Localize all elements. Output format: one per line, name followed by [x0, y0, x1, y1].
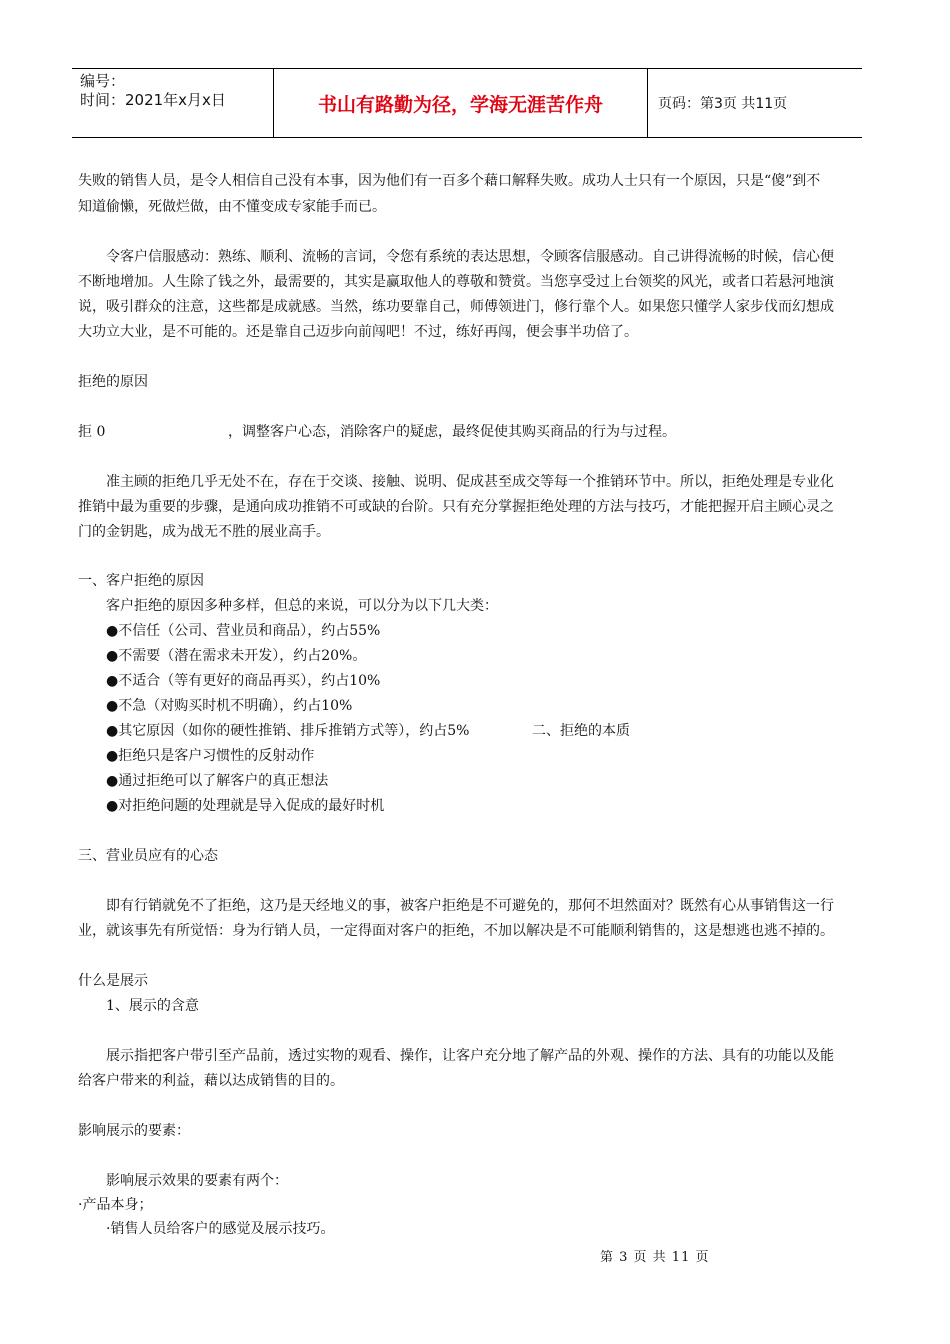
bullet-item: ●不信任（公司、营业员和商品），约占55% [106, 623, 381, 639]
paragraph-line: 说，吸引群众的注意，这些都是成就感。当然，练功要靠自己，师傅领进门，修行靠个人。如果您只懂学人家步伐而幻想成 [78, 299, 834, 315]
number-label: 编号： [80, 72, 126, 90]
paragraph-line: 失败的销售人员，是令人相信自己没有本事，因为他们有一百多个藉口解释失败。成功人士只有一个原因，只是“傻”到不 [78, 173, 821, 189]
bullet-item: ●通过拒绝可以了解客户的真正想法 [106, 773, 329, 789]
paragraph-line: 展示指把客户带引至产品前，透过实物的观看、操作，让客户充分地了解产品的外观、操作的方法、具有的功能以及能 [106, 1048, 834, 1064]
paragraph-line: 知道偷懒，死做烂做，由不懂变成专家能手而已。 [78, 199, 386, 215]
bullet-item: ●不适合（等有更好的商品再买），约占10% [106, 673, 381, 689]
section-heading-inline: 二、拒绝的本质 [532, 723, 630, 739]
section-heading: 拒绝的原因 [78, 374, 148, 390]
section-heading: 什么是展示 [78, 973, 148, 989]
paragraph-line: 不断地增加。人生除了钱之外，最需要的，其实是赢取他人的尊敬和赞赏。当您享受过上台领奖的风光，或者口若悬河地演 [78, 274, 834, 290]
header-page-info: 页码：第3页 共11页 [658, 96, 788, 112]
section-heading: 一、客户拒绝的原因 [78, 573, 204, 589]
paragraph-line: 推销中最为重要的步骤，是通向成功推销不可或缺的台阶。只有充分掌握拒绝处理的方法与技巧，才能把握开启主顾心灵之 [78, 499, 834, 515]
section-heading: 三、营业员应有的心态 [78, 848, 218, 864]
factors-intro: 影响展示效果的要素有两个： [106, 1173, 288, 1189]
bullet-item: ●其它原因（如你的硬性推销、排斥推销方式等），约占5% [106, 723, 470, 739]
paragraph-line: 即有行销就免不了拒绝，这乃是天经地义的事，被客户拒绝是不可避免的，那何不坦然面对？既然有心从事销售这一行 [106, 898, 834, 914]
bullet-item: ●不急（对购买时机不明确），约占10% [106, 698, 353, 714]
subsection-heading: 1、展示的含意 [106, 998, 199, 1014]
bullet-item: ●不需要（潜在需求未开发），约占20%。 [106, 648, 367, 664]
paragraph-line: 门的金钥匙，成为战无不胜的展业高手。 [78, 524, 330, 540]
page-footer: 第 3 页 共 11 页 [600, 1250, 710, 1265]
paragraph-line: 大功立大业，是不可能的。还是靠自己迈步向前闯吧！不过，练好再闯，便会事半功倍了。 [78, 324, 638, 340]
bullet-item: ●拒绝只是客户习惯性的反射动作 [106, 748, 315, 764]
factor-item: ·销售人员给客户的感觉及展示技巧。 [106, 1221, 335, 1237]
paragraph-line: 给客户带来的利益，藉以达成销售的目的。 [78, 1073, 344, 1089]
paragraph-line: 业，就该事先有所觉悟：身为行销人员，一定得面对客户的拒绝，不加以解决是不可能顺利销售的，这是想逃也逃不掉的。 [78, 923, 834, 939]
section-intro: 客户拒绝的原因多种多样，但总的来说，可以分为以下几大类： [106, 598, 498, 614]
paragraph-line: 令客户信服感动：熟练、顺利、流畅的言词，令您有系统的表达思想，令顾客信服感动。自己讲得流畅的时候，信心便 [106, 249, 834, 265]
reject-definition-start: 拒 0 [78, 424, 106, 440]
section-heading: 影响展示的要素： [78, 1123, 190, 1139]
date-text: 时间：2021年x月x日 [80, 91, 226, 109]
reject-definition-end: ，调整客户心态，消除客户的疑虑，最终促使其购买商品的行为与过程。 [228, 424, 676, 440]
bullet-item: ●对拒绝问题的处理就是导入促成的最好时机 [106, 798, 385, 814]
paragraph-line: 准主顾的拒绝几乎无处不在，存在于交谈、接触、说明、促成甚至成交等每一个推销环节中。所以，拒绝处理是专业化 [106, 474, 834, 490]
factor-item: ·产品本身； [78, 1197, 153, 1213]
header-motto: 书山有路勤为径，学海无涯苦作舟 [274, 69, 648, 137]
